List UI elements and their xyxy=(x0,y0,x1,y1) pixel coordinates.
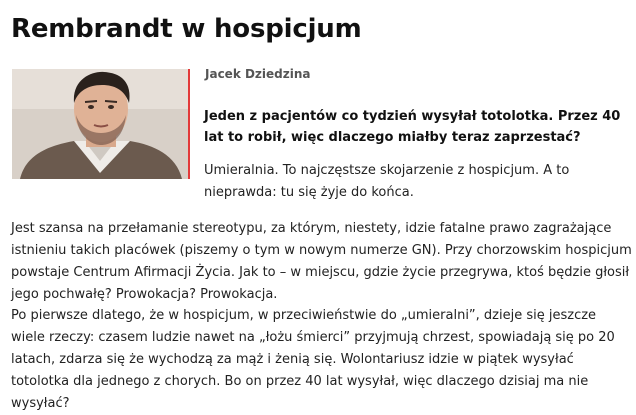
article-lead: Jeden z pacjentów co tydzień wysyłał totolotka. Przez 40 lat to robił, więc dlaczego miałby teraz zaprzestać? xyxy=(204,109,621,145)
paragraph-1: Umieralnia. To najczęstsze skojarzenie z hospicjum. A to nieprawda: tu się żyje do końca. xyxy=(204,163,570,200)
article-title: Rembrandt w hospicjum xyxy=(11,14,362,44)
author-name: Jacek Dziedzina xyxy=(205,67,311,81)
paragraph-2: Jest szansa na przełamanie stereotypu, za którym, niestety, idzie fatalne prawo zagrażające istnieniu takich placówek (piszemy o tym w nowym numerze GN). Przy chorzowskim hospicjum powstaje Centrum Afirmacji Życia. Jak to – w miejscu, gdzie życie przegrywa, ktoś będzie głosił jego pochwałę? Prowokacja? Prowokacja. xyxy=(11,221,632,302)
author-photo xyxy=(12,69,190,179)
paragraph-3: Po pierwsze dlatego, że w hospicjum, w przeciwieństwie do „umieralni”, dzieje się jeszcze wiele rzeczy: czasem ludzie nawet na „łożu śmierci” przyjmują chrzest, spowiadają się po 20 latach, zdarza się że wychodzą za mąż i żenią się. Wolontariusz idzie w piątek wysyłać totolotka dla jednego z chorych. Bo on przez 40 lat wysyłał, więc dlaczego dzisiaj ma nie wysyłać? xyxy=(11,308,615,411)
